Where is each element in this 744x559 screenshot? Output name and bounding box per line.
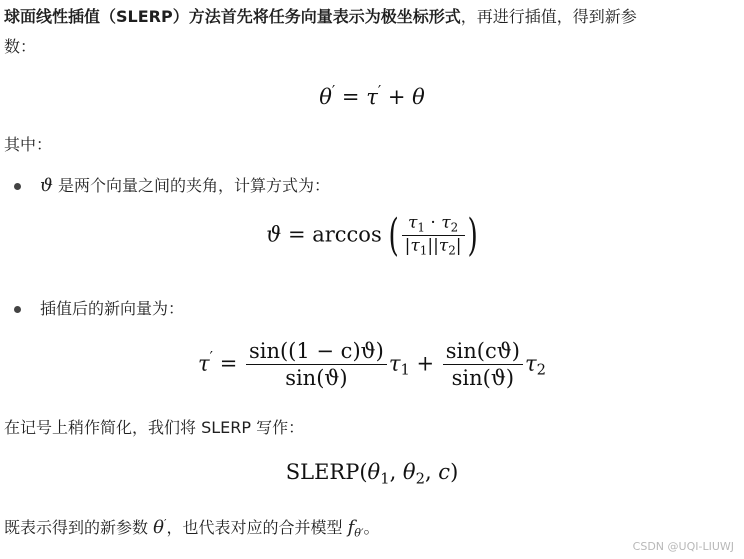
eq3-frac1-den: sin(ϑ)	[285, 366, 348, 391]
notation-paragraph	[4, 413, 304, 443]
eq3-frac2-num: sin(cϑ)	[443, 338, 523, 365]
final-theta-prime: ′	[163, 517, 167, 530]
bullet1-text: 是两个向量之间的夹角，计算方式为：	[52, 176, 330, 195]
eq2-equals: =	[281, 222, 313, 247]
eq4-comma1: ,	[389, 460, 403, 484]
eq2-dot: ·	[424, 213, 442, 233]
eq2-lhs: ϑ	[266, 222, 282, 247]
eq2-open-paren: (	[388, 209, 400, 261]
final-f: f	[347, 517, 355, 539]
where-label-text: 其中：	[4, 135, 53, 154]
eq1-tau: τ	[366, 85, 378, 110]
eq2-denominator	[402, 236, 465, 258]
final-text-pre: 既表示得到的新参数	[4, 518, 154, 538]
equation-slerp-call	[0, 460, 744, 487]
bullet1-symbol: ϑ	[40, 175, 53, 196]
eq3-tau2-sub: 2	[536, 361, 546, 379]
final-text-end: 。	[363, 518, 380, 538]
final-text-mid: ，也代表对应的合并模型	[166, 518, 348, 538]
bullet2-text: 插值后的新向量为：	[40, 299, 185, 318]
eq4-theta2: θ	[402, 460, 416, 484]
eq3-equals: =	[213, 351, 244, 376]
eq2-num-tau2: τ	[441, 213, 451, 233]
eq2-den-bar: |	[455, 236, 462, 257]
equation-slerp-vector	[0, 338, 744, 392]
eq3-fraction-2	[443, 338, 523, 392]
final-theta: θ	[153, 517, 164, 539]
eq1-theta: θ	[412, 85, 425, 110]
eq2-fraction	[402, 213, 465, 259]
intro-paragraph-cont	[4, 32, 36, 62]
eq1-plus: +	[381, 85, 413, 110]
eq2-den-sub2: 2	[448, 244, 456, 258]
eq2-num-sub1: 1	[417, 220, 425, 235]
eq2-numerator	[402, 213, 465, 236]
eq1-prime: ′	[331, 83, 336, 100]
eq1-equals: =	[335, 85, 367, 110]
eq4-slerp: SLERP	[285, 460, 360, 484]
eq2-num-sub2: 2	[450, 220, 459, 235]
eq3-plus: +	[409, 351, 441, 376]
intro-text-line2: 数：	[4, 37, 37, 56]
where-label	[4, 130, 52, 160]
eq4-comma2: ,	[424, 460, 439, 484]
eq3-tau2: τ	[524, 351, 537, 376]
eq4-theta1: θ	[367, 460, 381, 484]
intro-bold-text: 球面线性插值（SLERP）方法首先将任务向量表示为极坐标形式	[4, 7, 461, 26]
eq3-tau1-sub: 1	[400, 361, 410, 379]
bullet-dot-2	[14, 306, 21, 313]
notation-text: 在记号上稍作简化，我们将 SLERP 写作：	[4, 418, 305, 437]
eq4-c: c	[438, 460, 451, 484]
intro-paragraph	[4, 2, 637, 32]
bullet-dot-1	[14, 183, 21, 190]
eq3-prime: ′	[209, 349, 214, 367]
eq3-frac1-num: sin((1 − c)ϑ)	[246, 338, 387, 365]
eq2-den-tau2: ||τ	[427, 236, 449, 257]
eq2-close-paren: )	[466, 209, 478, 261]
eq2-num-tau1: τ	[407, 213, 418, 233]
eq3-fraction-1	[246, 338, 387, 392]
eq2-den-tau1: |τ	[404, 236, 420, 257]
equation-arccos	[0, 209, 744, 261]
final-paragraph	[4, 509, 380, 549]
equation-theta-prime	[0, 83, 744, 109]
csdn-watermark: CSDN @UQI-LIUWJ	[632, 540, 734, 553]
final-f-sub: θ′	[354, 526, 364, 540]
eq3-lhs: τ	[198, 351, 210, 376]
eq1-tau-prime: ′	[377, 83, 382, 100]
intro-text: ，再进行插值，得到新参	[460, 7, 637, 26]
eq4-theta2-sub: 2	[415, 470, 425, 488]
eq1-lhs: θ	[319, 85, 332, 110]
eq4-open: (	[359, 460, 368, 484]
eq2-den-sub1: 1	[419, 244, 428, 258]
eq3-frac2-den: sin(ϑ)	[451, 366, 515, 391]
bullet-item-angle	[40, 171, 330, 201]
eq2-arccos: arccos	[312, 222, 382, 247]
eq4-close: )	[450, 460, 459, 484]
bullet-item-new-vector	[40, 294, 184, 324]
eq3-tau1: τ	[388, 351, 401, 376]
eq4-theta1-sub: 1	[380, 470, 390, 488]
